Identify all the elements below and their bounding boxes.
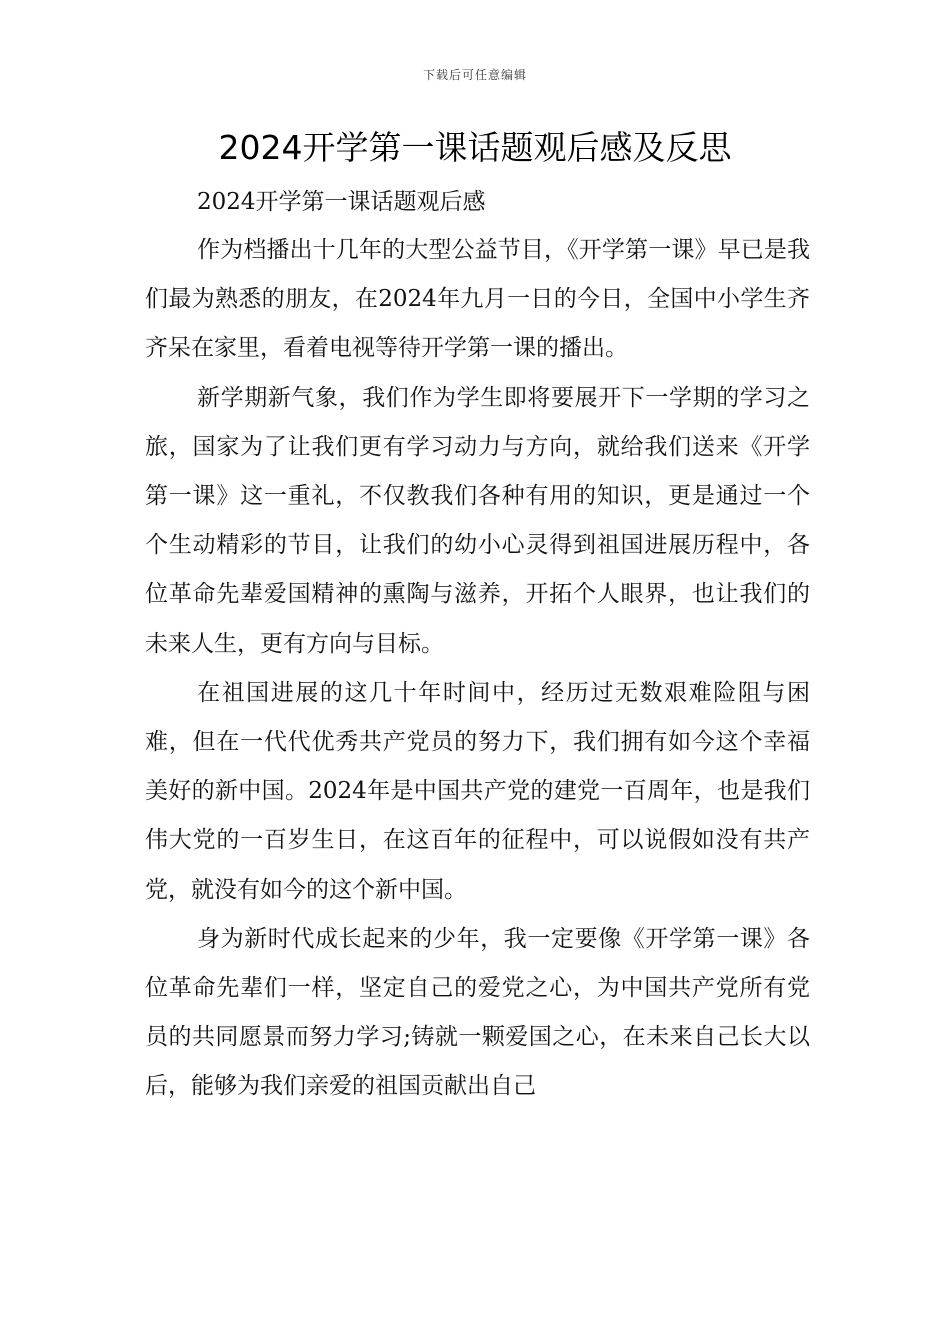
- document-subtitle: 2024开学第一课话题观后感: [197, 189, 486, 215]
- document-title: 2024开学第一课话题观后感及反思: [218, 128, 732, 167]
- paragraph-2: 新学期新气象，我们作为学生即将要展开下一学期的学习之旅，国家为了让我们更有学习动力与方向，就给我们送来《开学第一课》这一重礼，不仅教我们各种有用的知识，更是通过一个个生动精彩的节目，让我们的幼小心灵得到祖国进展历程中，各位革命先辈爱国精神的熏陶与滋养，开拓个人眼界，也让我们的未来人生，更有方向与目标。: [145, 384, 810, 657]
- paragraph-3: 在祖国进展的这几十年时间中，经历过无数艰难险阻与困难，但在一代代优秀共产党员的努力下，我们拥有如今这个幸福美好的新中国。2024年是中国共产党的建党一百周年，也是我们伟大党的一百岁生日，在这百年的征程中，可以说假如没有共产党，就没有如今的这个新中国。: [145, 679, 810, 903]
- document-body: [145, 178, 810, 1112]
- paragraph-4: 身为新时代成长起来的少年，我一定要像《开学第一课》各位革命先辈们一样，坚定自己的爱党之心，为中国共产党所有党员的共同愿景而努力学习;铸就一颗爱国之心，在未来自己长大以后，能够为我们亲爱的祖国贡献出自己: [145, 925, 810, 1100]
- paragraph-1: 作为档播出十几年的大型公益节目，《开学第一课》早已是我们最为熟悉的朋友，在2024年九月一日的今日，全国中小学生齐齐呆在家里，看着电视等待开学第一课的播出。: [145, 237, 810, 362]
- header-note: 下载后可任意编辑: [422, 68, 527, 82]
